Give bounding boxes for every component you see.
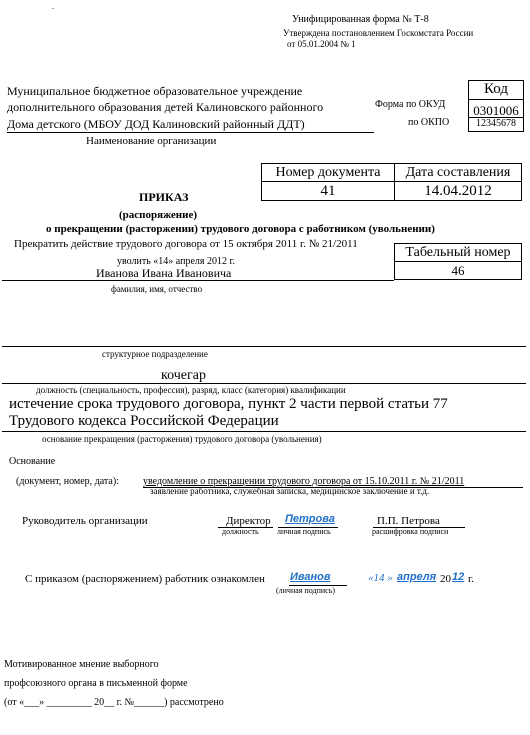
reason-underline bbox=[2, 431, 526, 432]
order-purpose: о прекращении (расторжении) трудового договора с работником (увольнении) bbox=[46, 223, 435, 235]
basis-caption: заявление работника, служебная записка, медицинское заключение и т.д. bbox=[150, 486, 430, 496]
doc-date-header: Дата составления bbox=[394, 163, 522, 182]
doc-date-value: 14.04.2012 bbox=[394, 181, 522, 201]
union-line2: профсоюзного органа в письменной форме bbox=[4, 678, 188, 689]
dept-underline bbox=[2, 346, 526, 347]
form-type: Унифицированная форма № Т-8 bbox=[292, 14, 429, 25]
head-decoded: П.П. Петрова bbox=[377, 515, 440, 527]
form-approval: Утверждена постановлением Госкомстата России bbox=[283, 28, 474, 38]
doc-number-header: Номер документа bbox=[261, 163, 395, 182]
org-underline bbox=[7, 132, 374, 133]
head-position: Директор bbox=[226, 515, 271, 527]
org-name-line1: Муниципальное бюджетное образовательное учреждение bbox=[7, 84, 303, 98]
ack-month: апреля bbox=[397, 571, 437, 583]
order-subtitle: (распоряжение) bbox=[119, 209, 198, 221]
ack-year-g: г. bbox=[468, 573, 475, 585]
reason-line1: истечение срока трудового договора, пункт 2 части первой статьи 77 bbox=[9, 396, 448, 412]
okpo-value: 12345678 bbox=[476, 118, 516, 129]
position-underline bbox=[2, 383, 526, 384]
code-box bbox=[468, 80, 524, 132]
head-label: Руководитель организации bbox=[22, 515, 148, 527]
name-underline bbox=[2, 280, 394, 281]
fio-caption: фамилия, имя, отчество bbox=[111, 284, 203, 294]
union-line3: (от «___» _________ 20__ г. №______) рассмотрено bbox=[4, 697, 224, 708]
org-caption: Наименование организации bbox=[86, 135, 217, 147]
caption-position: должность bbox=[222, 527, 259, 536]
basis-value: уведомление о прекращении трудового договора от 15.10.2011 г. № 21/2011 bbox=[143, 476, 465, 487]
dismiss-text: уволить «14» апреля 2012 г. bbox=[117, 256, 235, 267]
basis-doc-label: (документ, номер, дата): bbox=[16, 476, 119, 487]
position-value: кочегар bbox=[161, 368, 206, 383]
position-caption: должность (специальность, профессия), разряд, класс (категория) квалификации bbox=[36, 385, 346, 395]
form-approval-date: от 05.01.2004 № 1 bbox=[287, 39, 356, 49]
doc-number-value: 41 bbox=[261, 181, 395, 201]
okud-label: Форма по ОКУД bbox=[375, 99, 446, 110]
employee-name: Иванова Ивана Ивановича bbox=[96, 266, 232, 280]
ack-year-suffix: 12 bbox=[452, 571, 465, 583]
tab-number-header: Табельный номер bbox=[394, 243, 522, 262]
terminate-text: Прекратить действие трудового договора от 15 октября 2011 г. № 21/2011 bbox=[14, 238, 358, 250]
org-name-line2: дополнительного образования детей Калиновского районного bbox=[7, 100, 324, 114]
ack-signature: Иванов bbox=[290, 571, 331, 583]
dept-caption: структурное подразделение bbox=[102, 349, 208, 359]
ack-day: «14 » bbox=[368, 572, 393, 584]
caption-decoded: расшифровка подписи bbox=[372, 527, 449, 536]
code-header: Код bbox=[484, 81, 508, 97]
reason-caption: основание прекращения (расторжения) трудового договора (увольнения) bbox=[42, 434, 322, 444]
okpo-label: по ОКПО bbox=[408, 117, 450, 128]
head-signature: Петрова bbox=[285, 513, 335, 525]
ack-text: С приказом (распоряжением) работник ознакомлен bbox=[25, 573, 265, 585]
dot-mark: . bbox=[52, 2, 54, 11]
order-title: ПРИКАЗ bbox=[139, 190, 189, 204]
org-name-line3: Дома детского (МБОУ ДОД Калиновский районный ДДТ) bbox=[7, 117, 305, 131]
ack-year-prefix: 20 bbox=[440, 573, 451, 585]
okud-value: 0301006 bbox=[473, 103, 519, 118]
basis-label: Основание bbox=[9, 456, 56, 467]
caption-signature: личная подпись bbox=[277, 527, 331, 536]
tab-number-value: 46 bbox=[394, 261, 522, 280]
ack-sig-caption: (личная подпись) bbox=[276, 586, 336, 595]
reason-line2: Трудового кодекса Российской Федерации bbox=[9, 413, 279, 429]
union-line1: Мотивированное мнение выборного bbox=[4, 659, 159, 670]
